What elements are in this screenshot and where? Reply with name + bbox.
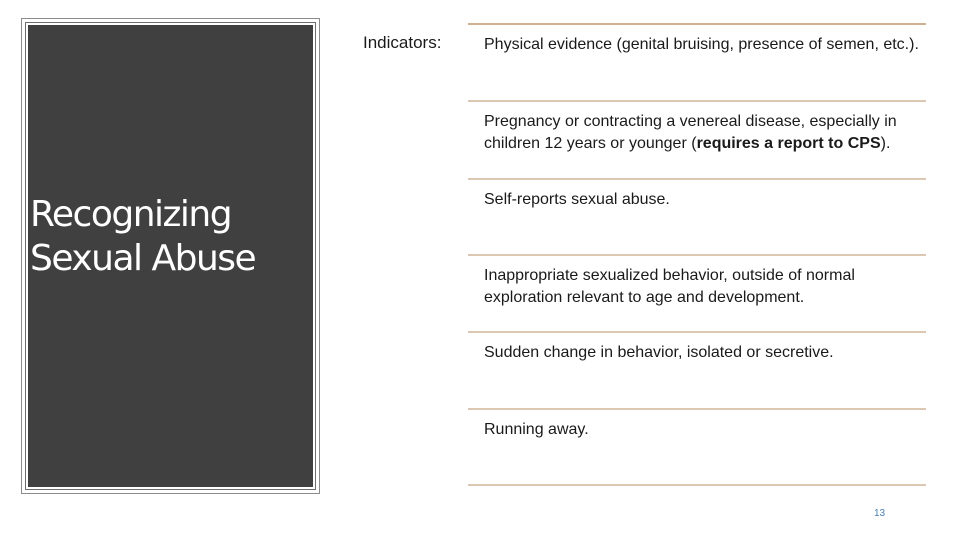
indicator-list [468, 25, 926, 486]
indicator-item-physical-evidence [468, 25, 926, 102]
indicator-text-bold: requires a report to CPS [696, 134, 881, 152]
indicators-label: Indicators: [363, 33, 442, 52]
indicator-text: Physical evidence (genital bruising, presence of semen, etc.). [484, 36, 919, 53]
indicator-text: Inappropriate sexualized behavior, outside of normal exploration relevant to age and development. [484, 267, 855, 307]
page-number: 13 [874, 508, 886, 519]
indicator-item-sexualized-behavior [468, 256, 926, 333]
indicator-item-behavior-change [468, 333, 926, 410]
indicator-text: Sudden change in behavior, isolated or secretive. [484, 344, 834, 362]
slide-title [30, 193, 290, 281]
indicator-text-pre: Pregnancy or contracting a venereal disease, especially in children 12 years or younger ( [484, 112, 897, 152]
slide-title-line-1: Recognizing [30, 194, 232, 235]
indicator-item-pregnancy [468, 102, 926, 180]
slide-title-line-2: Sexual Abuse [30, 238, 256, 279]
indicator-text: Running away. [484, 420, 589, 438]
indicator-text-post: ). [880, 134, 891, 152]
indicator-text: Self-reports sexual abuse. [484, 190, 670, 208]
indicator-item-running-away [468, 410, 926, 487]
indicator-item-self-reports [468, 180, 926, 257]
